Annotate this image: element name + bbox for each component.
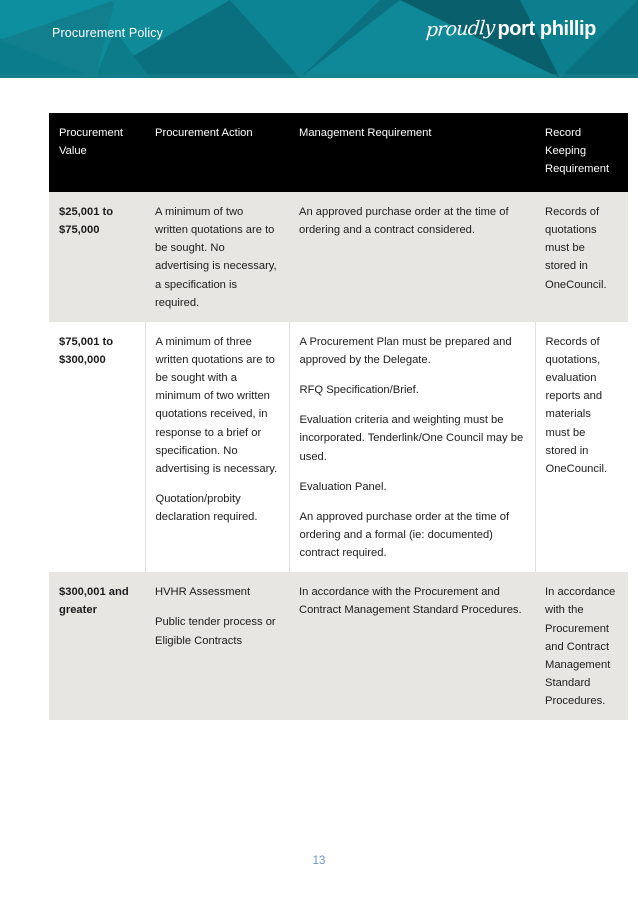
table-row xyxy=(49,322,628,572)
column-header-procurement-value: Procurement Value xyxy=(49,113,145,192)
logo-bold-text: port phillip xyxy=(497,18,596,40)
paragraph: Records of quotations must be stored in OneCouncil. xyxy=(545,206,607,291)
column-header-management-requirement: Management Requirement xyxy=(289,113,535,192)
page-banner xyxy=(0,0,638,78)
paragraph: An approved purchase order at the time of ordering and a contract considered. xyxy=(299,206,509,237)
table-header-row xyxy=(49,113,628,192)
banner-title: Procurement Policy xyxy=(52,26,164,40)
procurement-thresholds-table-container xyxy=(49,113,628,720)
cell-management-requirement xyxy=(289,192,535,322)
paragraph: Public tender process or Eligible Contracts xyxy=(155,616,276,647)
paragraph: A minimum of two written quotations are to be sought. No advertising is necessary, a specification is required. xyxy=(155,206,277,309)
paragraph: In accordance with the Procurement and Contract Management Standard Procedures. xyxy=(545,586,616,708)
paragraph: Quotation/probity declaration required. xyxy=(155,492,258,524)
table-row xyxy=(49,192,628,322)
cell-record-keeping-requirement xyxy=(535,192,628,322)
column-header-procurement-action: Procurement Action xyxy=(145,113,289,192)
cell-procurement-action xyxy=(145,192,289,322)
paragraph: Evaluation criteria and weighting must be incorporated. Tenderlink/One Council may be used. xyxy=(299,414,524,463)
paragraph: Evaluation Panel. xyxy=(299,480,387,493)
port-phillip-logo xyxy=(425,16,596,42)
paragraph: An approved purchase order at the time of ordering and a formal (ie: documented) contract required. xyxy=(299,510,510,560)
cell-procurement-value: $300,001 and greater xyxy=(49,572,145,720)
logo-script-text: proudly xyxy=(425,16,496,42)
cell-management-requirement xyxy=(289,322,535,572)
procurement-thresholds-table xyxy=(49,113,628,720)
paragraph: RFQ Specification/Brief. xyxy=(299,384,419,397)
cell-record-keeping-requirement xyxy=(535,572,628,720)
paragraph: A minimum of three written quotations are to be sought with a minimum of two written quotations received, in response to a brief or specification. No advertising is necessary. xyxy=(155,335,278,475)
cell-management-requirement xyxy=(289,572,535,720)
cell-procurement-value: $75,001 to $300,000 xyxy=(49,322,145,572)
table-row xyxy=(49,572,628,720)
cell-procurement-action xyxy=(145,572,289,720)
cell-record-keeping-requirement xyxy=(535,322,628,572)
paragraph: Records of quotations, evaluation reports and materials must be stored in OneCouncil. xyxy=(545,335,608,475)
table-header xyxy=(49,113,628,192)
page-number: 13 xyxy=(312,855,326,867)
column-header-record-keeping-requirement: Record Keeping Requirement xyxy=(535,113,628,192)
cell-procurement-value: $25,001 to $75,000 xyxy=(49,192,145,322)
table-body xyxy=(49,192,628,720)
paragraph: HVHR Assessment xyxy=(155,586,251,599)
paragraph: In accordance with the Procurement and Contract Management Standard Procedures. xyxy=(299,586,522,617)
cell-procurement-action xyxy=(145,322,289,572)
paragraph: A Procurement Plan must be prepared and approved by the Delegate. xyxy=(299,335,512,366)
